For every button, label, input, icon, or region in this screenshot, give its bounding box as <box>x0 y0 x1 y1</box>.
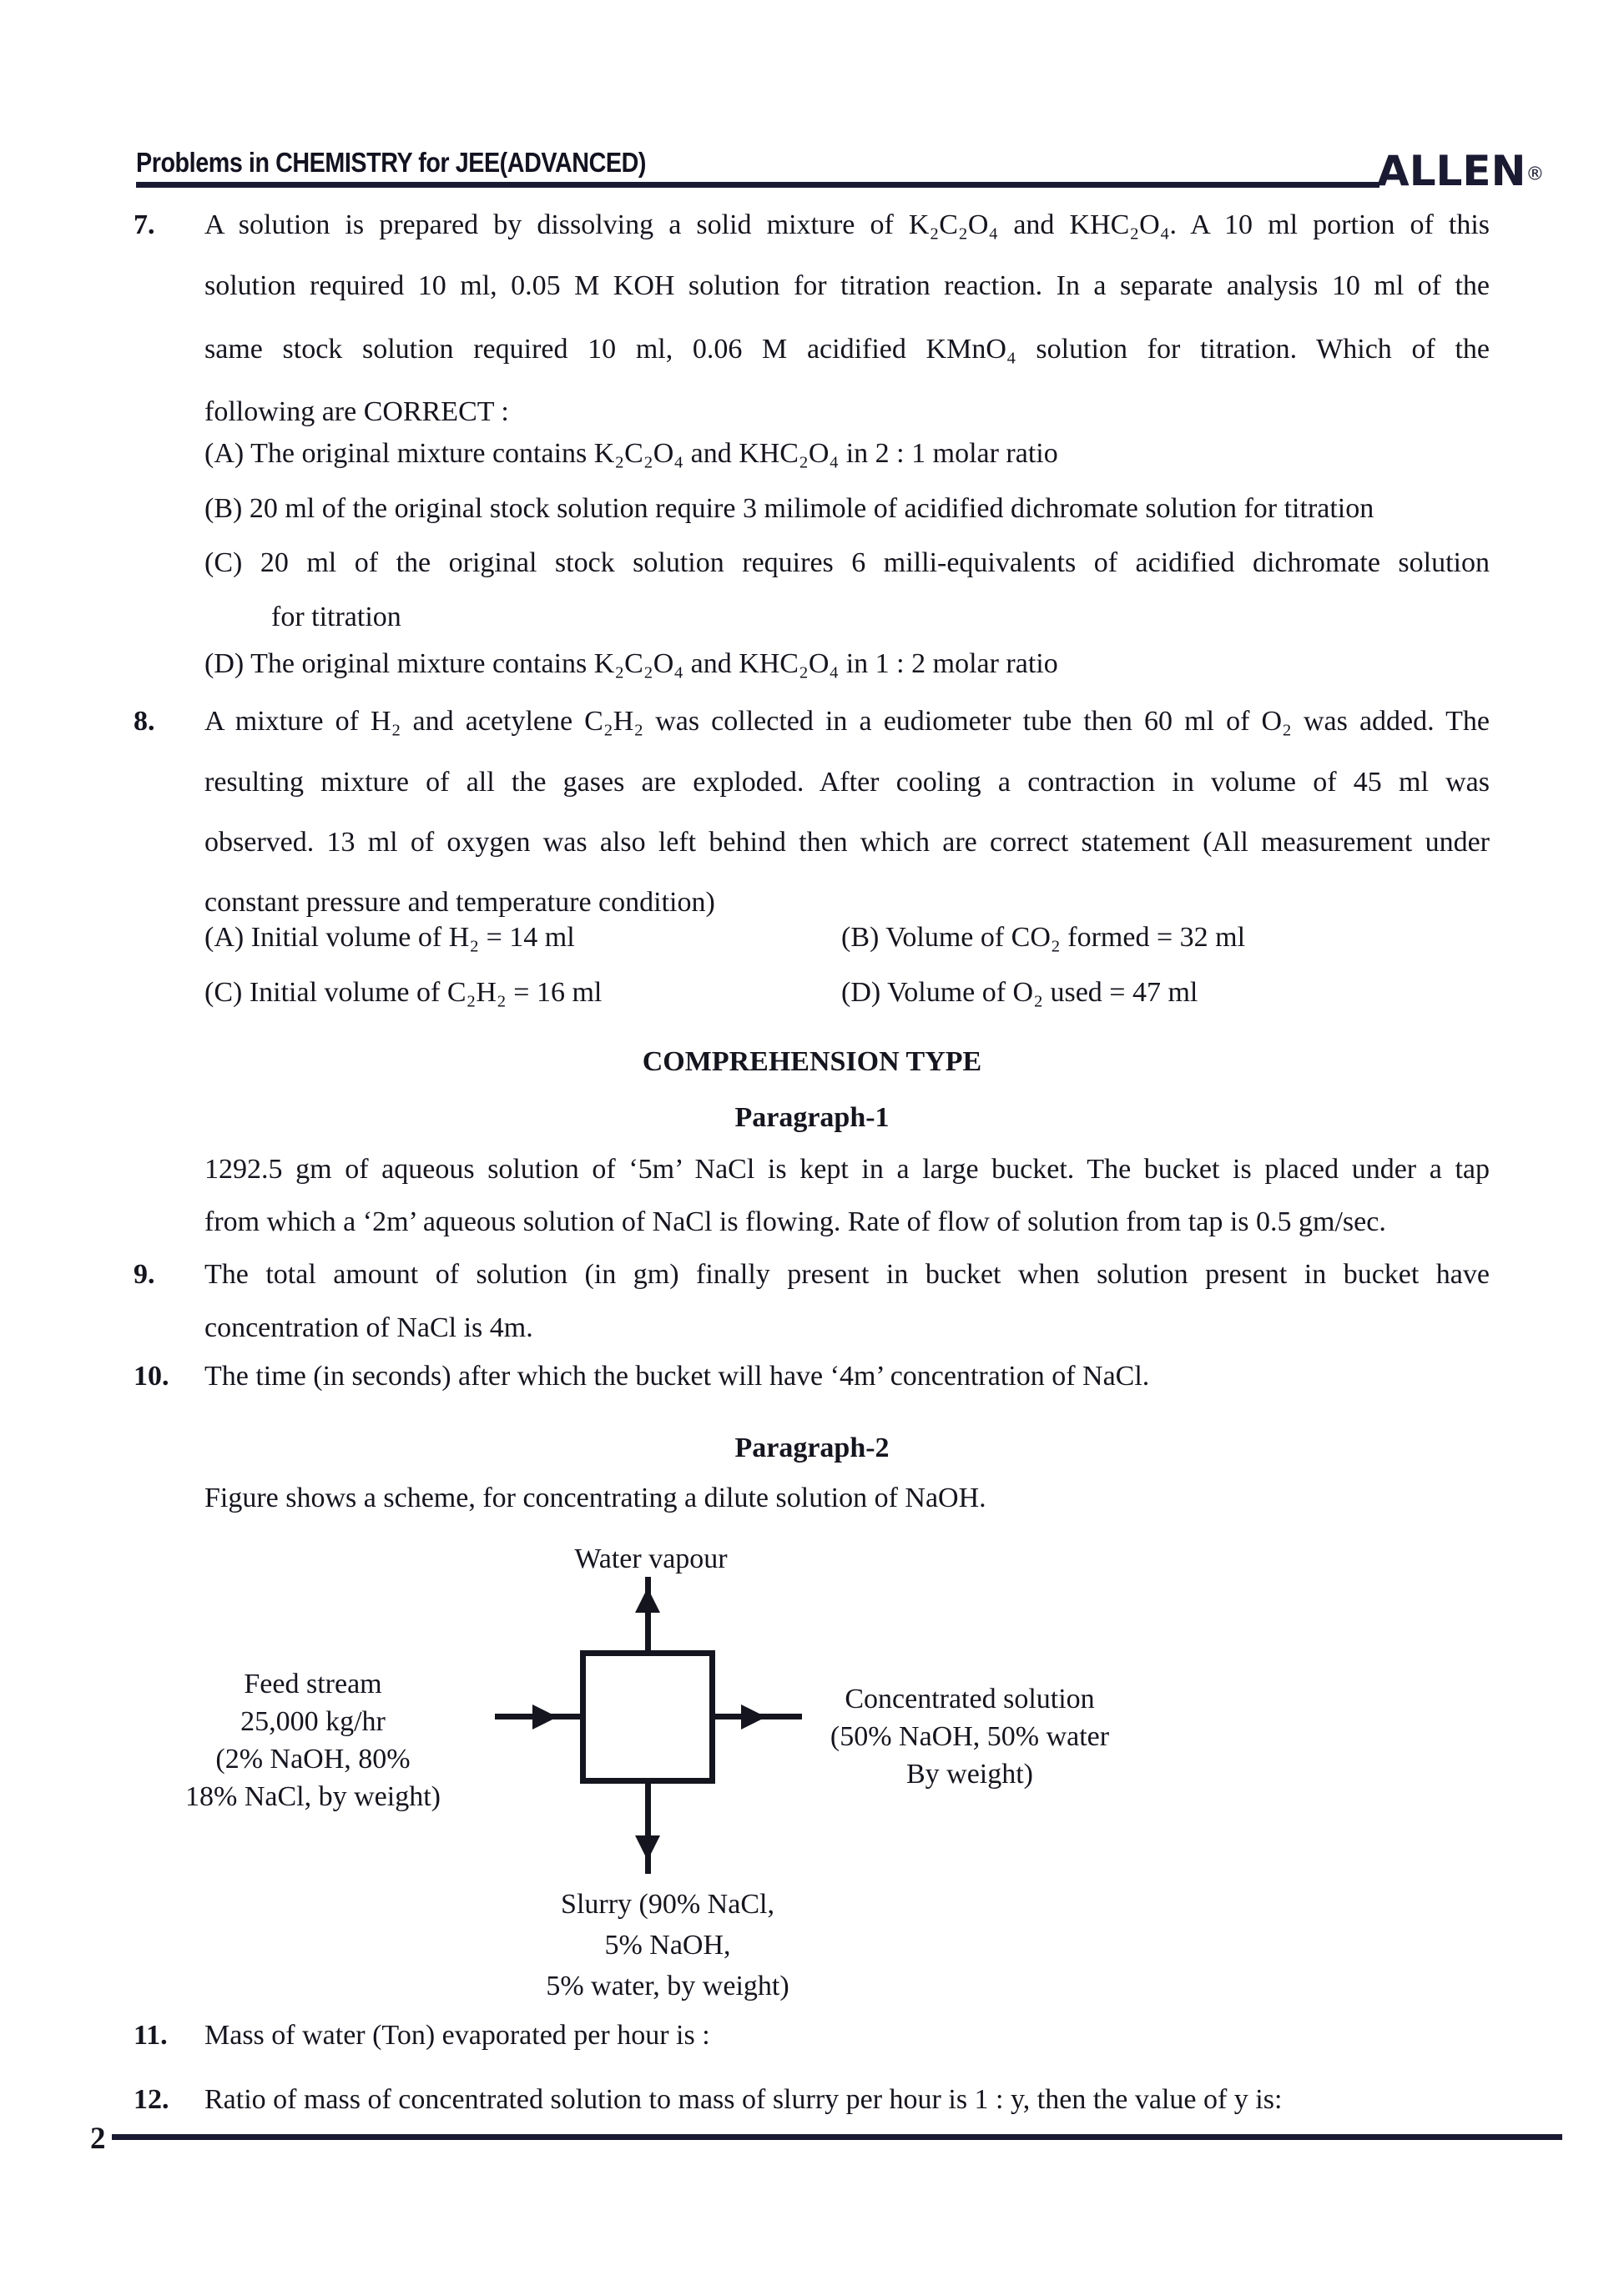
feed-label-line: 25,000 kg/hr <box>240 1706 386 1737</box>
allen-logo-text: ALLEN <box>1377 147 1526 195</box>
diagram-feed-label <box>125 1665 501 1815</box>
diagram-concentrated-label <box>803 1680 1137 1793</box>
q7-option-b: (B) 20 ml of the original stock solution require 3 milimole of acidified dichromate solution for titration <box>204 493 1374 524</box>
q9-line: concentration of NaCl is 4m. <box>204 1312 533 1343</box>
slurry-label-line: 5% water, by weight) <box>546 1971 789 2001</box>
diagram-water-vapour-label: Water vapour <box>574 1543 728 1574</box>
registered-trademark-icon: ® <box>1526 164 1545 185</box>
comprehension-type-heading: COMPREHENSION TYPE <box>642 1046 982 1077</box>
feed-label-line: 18% NaCl, by weight) <box>185 1781 441 1812</box>
q11-number: 11. <box>134 2020 168 2051</box>
down-arrow-icon <box>635 1835 660 1860</box>
up-arrow-icon <box>635 1588 660 1613</box>
feed-label-line: Feed stream <box>244 1669 382 1699</box>
q8-option-a: (A) Initial volume of H₂ = 14 ml <box>204 922 575 953</box>
paragraph-2-intro: Figure shows a scheme, for concentrating a dilute solution of NaOH. <box>204 1483 986 1513</box>
q8-line: A mixture of H₂ and acetylene C₂H₂ was collected in a eudiometer tube then 60 ml of O₂ was added. The <box>204 706 1490 737</box>
feed-arrow-icon <box>532 1704 557 1730</box>
footer-rule <box>112 2134 1562 2140</box>
page-number: 2 <box>90 2122 106 2156</box>
q7-line: same stock solution required 10 ml, 0.06 M acidified KMnO₄ solution for titration. Which of the <box>204 334 1490 365</box>
header-rule <box>136 182 1379 188</box>
q8-line: observed. 13 ml of oxygen was also left behind then which are correct statement (All measurement under <box>204 827 1490 858</box>
paragraph-1-line: from which a ‘2m’ aqueous solution of NaCl is flowing. Rate of flow of solution from tap is 0.5 gm/sec. <box>204 1206 1386 1237</box>
q8-option-c: (C) Initial volume of C₂H₂ = 16 ml <box>204 977 603 1008</box>
slurry-label-line: 5% NaOH, <box>604 1930 731 1961</box>
concentrated-label-line: Concentrated solution <box>845 1684 1095 1714</box>
diagram-evaporator-box <box>580 1650 715 1784</box>
q7-option-c-continuation: for titration <box>271 602 401 632</box>
q7-line: solution required 10 ml, 0.05 M KOH solution for titration reaction. In a separate analysis 10 ml of the <box>204 270 1490 301</box>
q7-number: 7. <box>134 209 155 240</box>
q10-number: 10. <box>134 1361 169 1392</box>
q7-option-d: (D) The original mixture contains K₂C₂O₄ and KHC₂O₄ in 1 : 2 molar ratio <box>204 648 1058 679</box>
q8-number: 8. <box>134 706 155 737</box>
feed-label-line: (2% NaOH, 80% <box>215 1744 411 1775</box>
paragraph-1-line: 1292.5 gm of aqueous solution of ‘5m’ NaCl is kept in a large bucket. The bucket is placed under a tap <box>204 1154 1490 1185</box>
q9-line: The total amount of solution (in gm) finally present in bucket when solution present in bucket have <box>204 1259 1490 1290</box>
q12-text: Ratio of mass of concentrated solution to mass of slurry per hour is 1 : y, then the value of y is: <box>204 2084 1283 2115</box>
concentrate-arrow-icon <box>741 1704 766 1730</box>
q8-line: resulting mixture of all the gases are exploded. After cooling a contraction in volume of 45 ml was <box>204 767 1490 798</box>
allen-logo <box>1377 147 1594 195</box>
concentrated-label-line: (50% NaOH, 50% water <box>830 1721 1110 1752</box>
q7-option-c: (C) 20 ml of the original stock solution requires 6 milli-equivalents of acidified dichromate solution <box>204 547 1490 578</box>
paragraph-1-heading: Paragraph-1 <box>734 1102 890 1133</box>
q10-text: The time (in seconds) after which the bucket will have ‘4m’ concentration of NaCl. <box>204 1361 1150 1392</box>
slurry-label-line: Slurry (90% NaCl, <box>561 1889 774 1920</box>
q7-line: A solution is prepared by dissolving a solid mixture of K₂C₂O₄ and KHC₂O₄. A 10 ml portion of this <box>204 209 1490 240</box>
concentrated-label-line: By weight) <box>905 1759 1034 1790</box>
q12-number: 12. <box>134 2084 169 2115</box>
paragraph-2-heading: Paragraph-2 <box>734 1432 890 1463</box>
q8-line: constant pressure and temperature condition) <box>204 887 715 918</box>
q7-line: following are CORRECT : <box>204 396 509 427</box>
page-title: Problems in CHEMISTRY for JEE(ADVANCED) <box>136 147 647 178</box>
q8-option-b: (B) Volume of CO₂ formed = 32 ml <box>841 922 1246 953</box>
diagram-slurry-label <box>492 1884 843 2006</box>
q8-option-d: (D) Volume of O₂ used = 47 ml <box>841 977 1198 1008</box>
q9-number: 9. <box>134 1259 155 1290</box>
q11-text: Mass of water (Ton) evaporated per hour is : <box>204 2020 710 2051</box>
q7-option-a: (A) The original mixture contains K₂C₂O₄ and KHC₂O₄ in 2 : 1 molar ratio <box>204 438 1058 469</box>
